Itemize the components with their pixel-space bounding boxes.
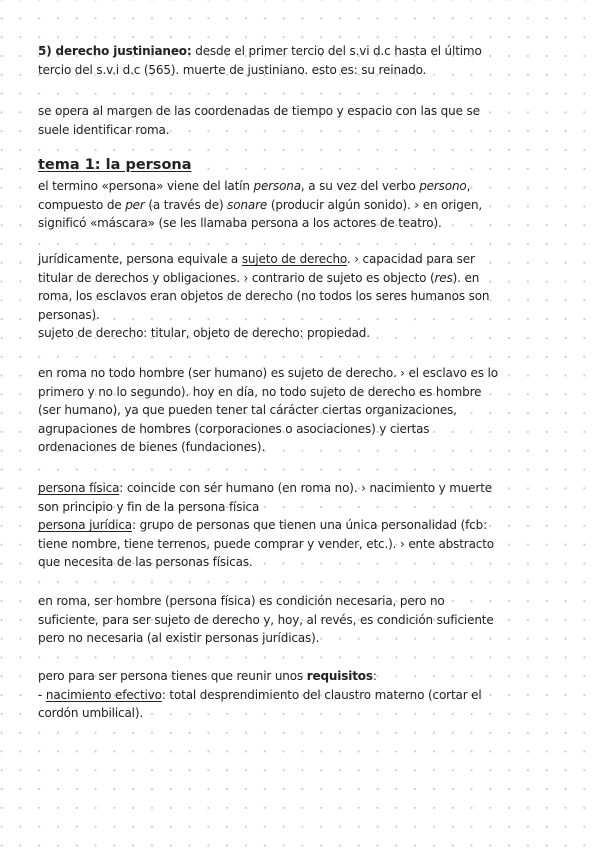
- text-line: cordón umbilical).: [38, 706, 144, 720]
- term-italic: sonare: [227, 197, 268, 212]
- paragraph-requisitos: [38, 667, 568, 723]
- section-heading: [38, 155, 568, 175]
- term-bold: requisitos: [306, 669, 373, 683]
- text-span: compuesto de: [38, 197, 126, 212]
- text-line: agrupaciones de hombres (corporaciones o asociaciones) y ciertas: [38, 421, 430, 436]
- text-span: (producir algún sonido). › en origen,: [267, 197, 483, 212]
- text-line: se opera al margen de las coordenadas de tiempo y espacio con las que se: [38, 104, 480, 118]
- paragraph-sujeto-de-derecho: [38, 250, 568, 343]
- text-span: el termino «persona» viene del latín: [38, 179, 254, 193]
- heading-tema-1: tema 1: la persona: [38, 157, 192, 173]
- term-italic: res: [434, 270, 453, 285]
- text-line: [38, 686, 568, 705]
- paragraph-derecho-justinianeo: [38, 42, 568, 79]
- term-underlined: persona física: [38, 481, 120, 495]
- text-line: suficiente, para ser sujeto de derecho y, hoy, al revés, es condición suficiente: [38, 612, 494, 627]
- term-underlined: persona jurídica: [38, 518, 133, 532]
- text-line: [38, 196, 568, 215]
- text-span: , a su vez del verbo: [300, 179, 420, 193]
- text-line: roma, los esclavos eran objetos de derecho (no todos los seres humanos son: [38, 289, 490, 303]
- term-italic: persono: [419, 179, 467, 193]
- text-line: sujeto de derecho: titular, objeto de derecho: propiedad.: [38, 326, 370, 340]
- term-bold: 5) derecho justinianeo:: [38, 44, 192, 58]
- text-line: pero no necesaria (al existir personas jurídicas).: [38, 631, 320, 645]
- text-line: [38, 516, 568, 535]
- text-span: jurídicamente, persona equivale a: [38, 252, 242, 266]
- text-span: : coincide con sér humano (en roma no). › nacimiento y muerte: [119, 481, 492, 495]
- text-line: son principio y fin de la persona física: [38, 499, 260, 514]
- paragraph-persona-fisica-juridica: [38, 479, 568, 572]
- term-underlined: nacimiento efectivo: [45, 687, 162, 702]
- paragraph-coordenadas: [38, 102, 568, 139]
- text-line: personas).: [38, 307, 100, 322]
- text-span: desde el primer tercio del s.vi d.c hasta el último: [191, 44, 482, 58]
- text-span: : total desprendimiento del claustro materno (cortar el: [161, 687, 482, 702]
- text-line: que necesita de las personas físicas.: [38, 555, 253, 569]
- text-line: primero y no lo segundo). hoy en día, no todo sujeto de derecho es hombre: [38, 384, 482, 399]
- text-line: ordenaciones de bienes (fundaciones).: [38, 440, 266, 454]
- text-span: (a través de): [144, 197, 228, 212]
- paragraph-hombre-sujeto: [38, 364, 568, 457]
- text-line: tiene nombre, tiene terrenos, puede comprar y vender, etc.). › ente abstracto: [38, 536, 494, 551]
- text-line: significó «máscara» (se les llamaba persona a los actores de teatro).: [38, 216, 442, 230]
- text-span: pero para ser persona tienes que reunir unos: [38, 669, 307, 683]
- text-line: [38, 250, 568, 269]
- text-line: (ser humano), ya que pueden tener tal cárácter ciertas organizaciones,: [38, 403, 457, 417]
- text-line: [38, 269, 568, 288]
- paragraph-etimologia: [38, 177, 568, 233]
- text-line: [38, 479, 568, 498]
- text-line: en roma no todo hombre (ser humano) es sujeto de derecho. › el esclavo es lo: [38, 366, 498, 380]
- text-line: suele identificar roma.: [38, 122, 170, 137]
- text-span: . › capacidad para ser: [346, 252, 475, 266]
- text-line: [38, 42, 568, 61]
- text-line: [38, 667, 568, 686]
- term-italic: persona: [253, 179, 301, 193]
- text-span: : grupo de personas que tienen una única personalidad (fcb:: [132, 518, 487, 532]
- text-span: ,: [466, 179, 471, 193]
- term-underlined: sujeto de derecho: [241, 252, 347, 266]
- text-span: ). en: [452, 270, 480, 285]
- text-line: tercio del s.v.i d.c (565). muerte de justiniano. esto es: su reinado.: [38, 62, 427, 77]
- text-span: titular de derechos y obligaciones. › contrario de sujeto es objecto (: [38, 270, 435, 285]
- text-span: :: [372, 669, 377, 683]
- text-line: [38, 177, 568, 196]
- text-span: -: [38, 687, 46, 702]
- paragraph-condicion: [38, 592, 568, 648]
- text-line: en roma, ser hombre (persona física) es condición necesaria, pero no: [38, 594, 445, 608]
- term-italic: per: [125, 197, 145, 212]
